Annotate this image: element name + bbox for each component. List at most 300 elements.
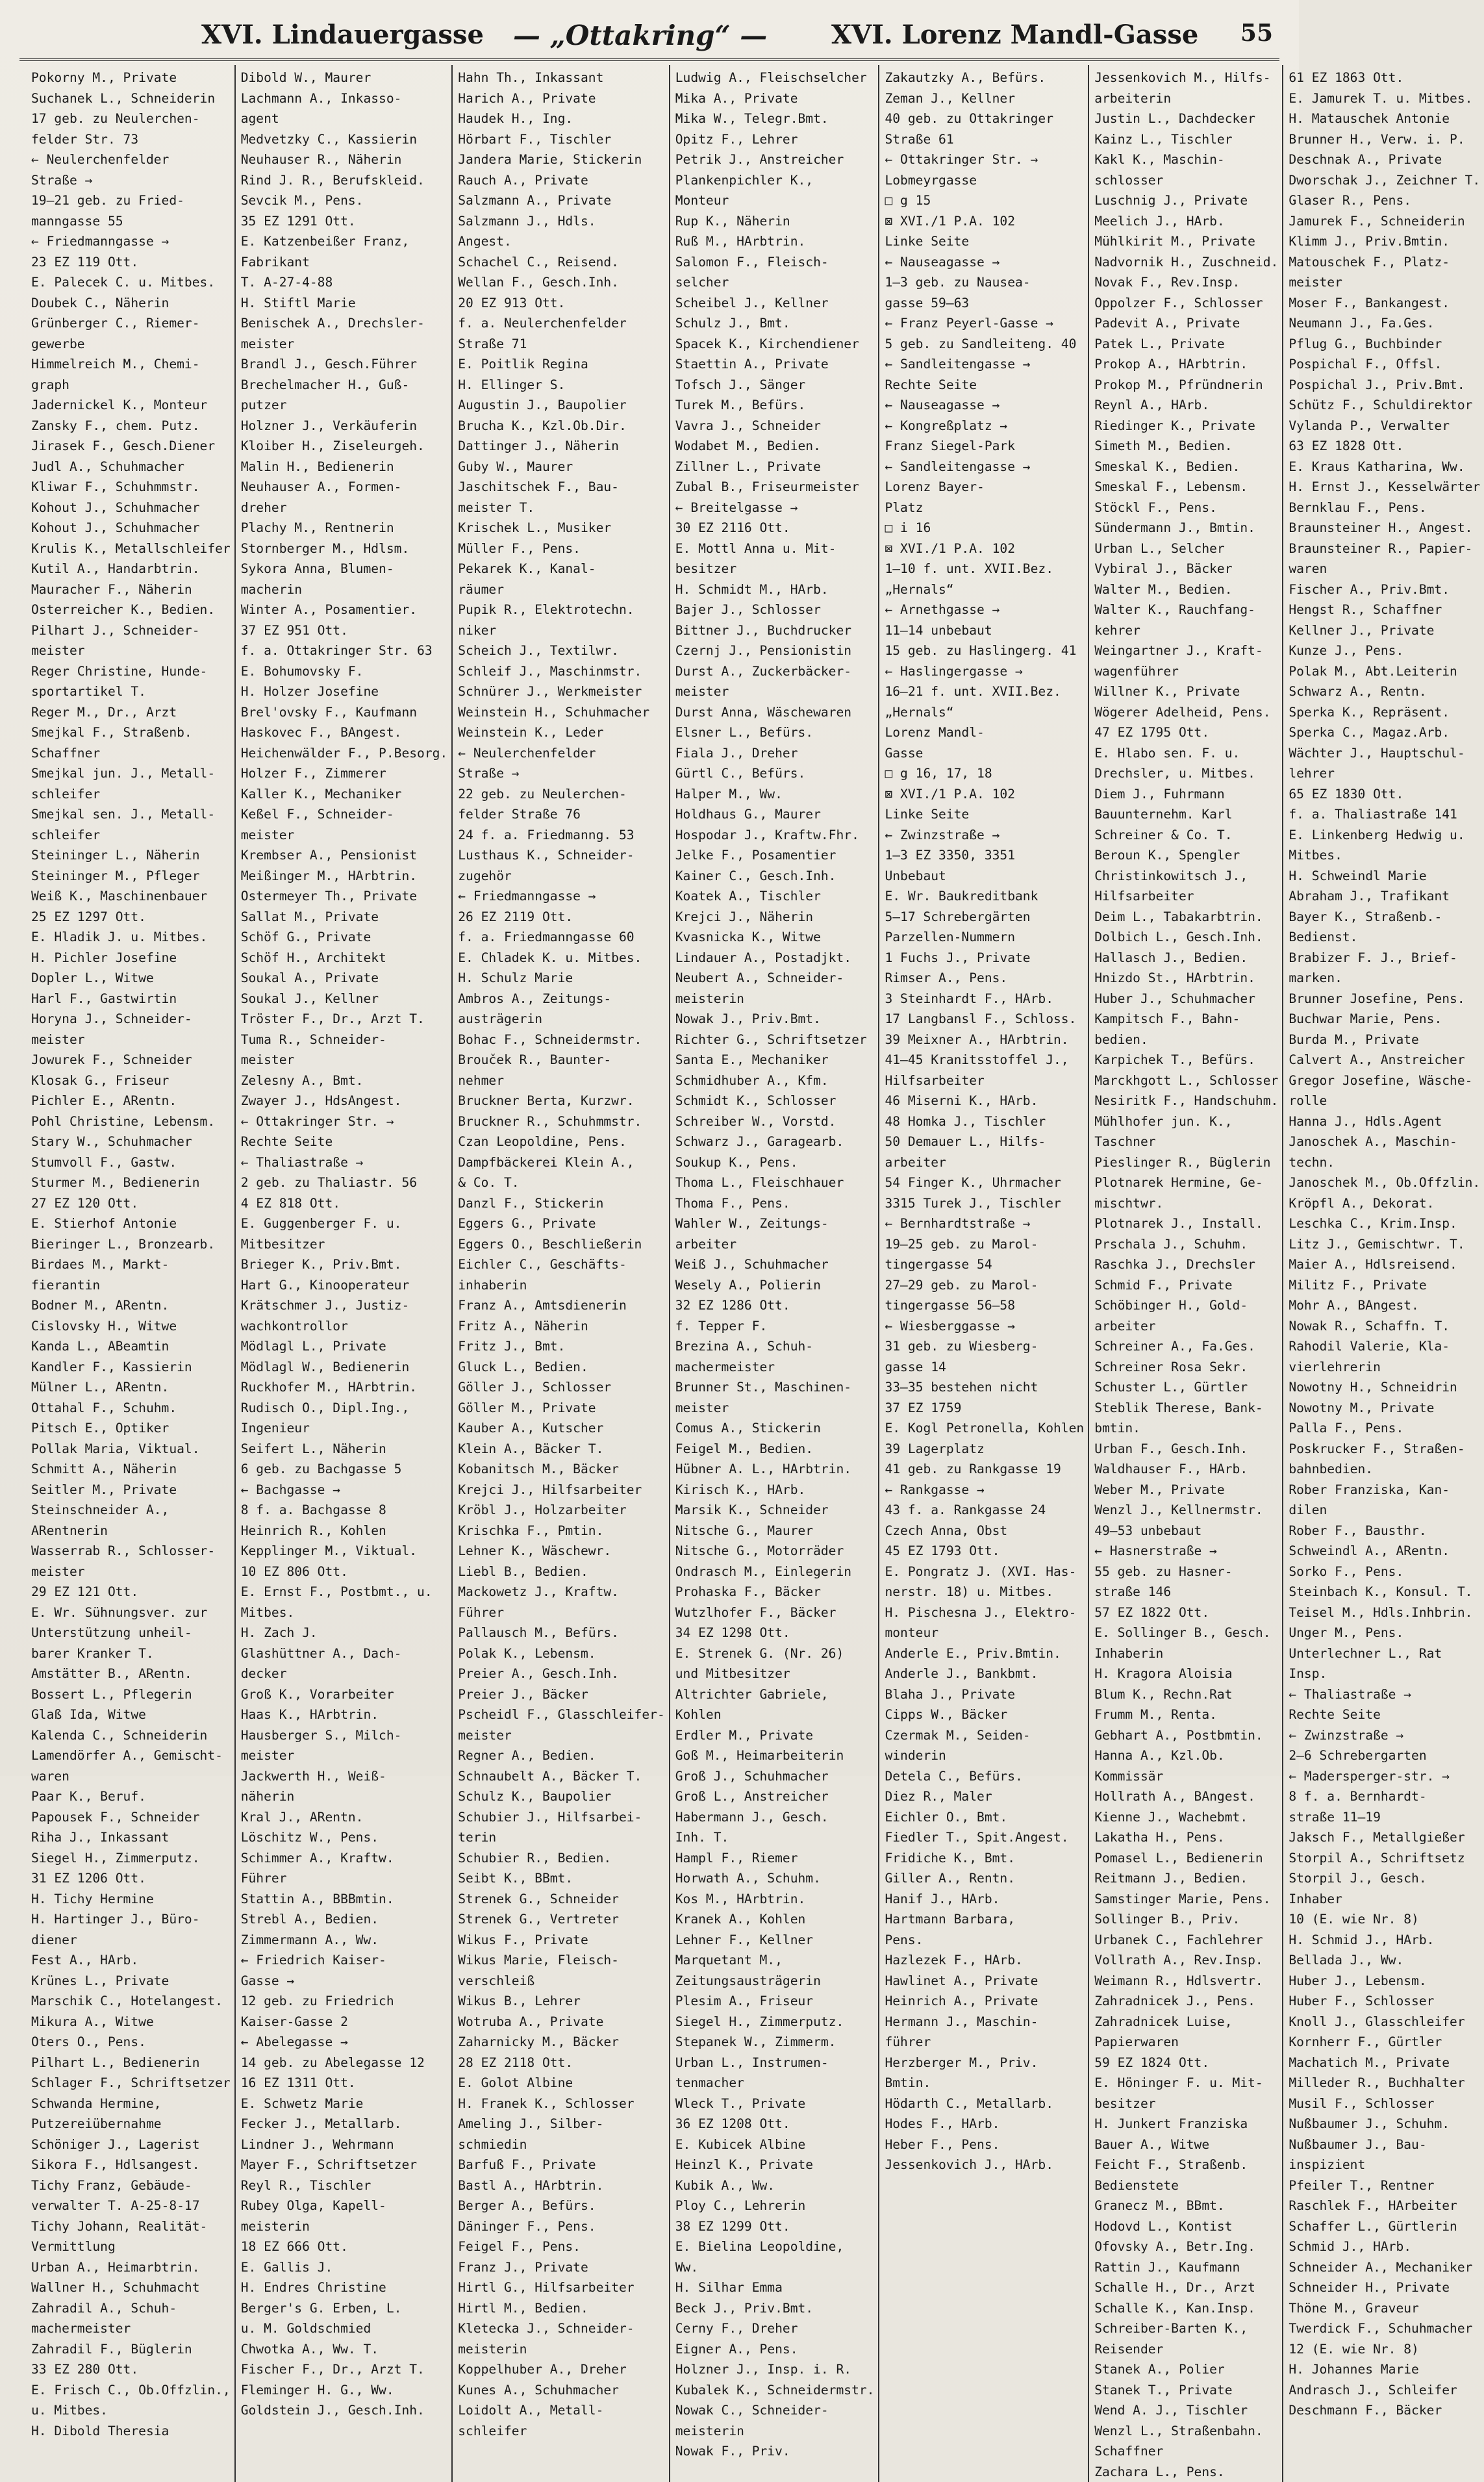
directory-entry: Bmtin.	[885, 2073, 1084, 2094]
directory-entry: 31 geb. zu Wiesberg-	[885, 1336, 1084, 1357]
directory-entry: techn.	[1289, 1152, 1480, 1173]
directory-entry: Strenek G., Vertreter	[458, 1909, 665, 1930]
directory-entry: Pflug G., Buchbinder	[1289, 334, 1480, 355]
directory-entry: Wögerer Adelheid, Pens.	[1094, 702, 1278, 723]
directory-entry: Kliwar F., Schuhmmstr.	[31, 477, 231, 498]
directory-entry: f. Tepper F.	[675, 1316, 875, 1337]
directory-entry: Salzmann J., Hdls.	[458, 211, 665, 232]
directory-entry: 41 geb. zu Rankgasse 19	[885, 1459, 1084, 1480]
directory-entry: E. Wr. Baukreditbank	[885, 886, 1084, 907]
directory-entry: Dattinger J., Näherin	[458, 436, 665, 457]
directory-entry: Regner A., Bedien.	[458, 1745, 665, 1766]
directory-entry: Bernklau F., Pens.	[1289, 498, 1480, 518]
directory-entry: Raschka J., Drechsler	[1094, 1254, 1278, 1275]
directory-entry: Knoll J., Glasschleifer	[1289, 2012, 1480, 2032]
directory-entry: meister	[241, 1745, 448, 1766]
directory-entry: Salomon F., Fleisch-	[675, 252, 875, 273]
directory-entry: Ludwig A., Fleischselcher	[675, 68, 875, 88]
directory-entry: meister	[241, 825, 448, 846]
directory-entry: Brunner Josefine, Pens.	[1289, 989, 1480, 1009]
directory-entry: E. Palecek C. u. Mitbes.	[31, 272, 231, 293]
directory-entry: Urban L., Selcher	[1094, 538, 1278, 559]
directory-entry: Deim L., Tabakarbtrin.	[1094, 907, 1278, 928]
directory-entry: Bohac F., Schneidermstr.	[458, 1030, 665, 1050]
directory-entry: 32 EZ 1286 Ott.	[675, 1295, 875, 1316]
directory-entry: Führer	[458, 1602, 665, 1623]
directory-entry: inspizient	[1289, 2155, 1480, 2175]
directory-entry: Opitz F., Lehrer	[675, 129, 875, 150]
directory-entry: Zelesny A., Bmt.	[241, 1070, 448, 1091]
directory-entry: H. Schweindl Marie	[1289, 866, 1480, 887]
directory-entry: manngasse 55	[31, 211, 231, 232]
directory-entry: Eichler C., Geschäfts-	[458, 1254, 665, 1275]
directory-entry: Plesim A., Friseur	[675, 1991, 875, 2012]
directory-entry: 20 EZ 913 Ott.	[458, 293, 665, 314]
directory-entry: Reger Christine, Hunde-	[31, 661, 231, 682]
directory-entry: Bajer J., Schlosser	[675, 600, 875, 620]
directory-entry: Rattin J., Kaufmann	[1094, 2257, 1278, 2278]
directory-entry: Hödarth C., Metallarb.	[885, 2094, 1084, 2114]
directory-entry: Janoschek A., Maschin-	[1289, 1132, 1480, 1152]
directory-entry: Soukal A., Private	[241, 968, 448, 989]
directory-entry: Kornherr F., Gürtler	[1289, 2032, 1480, 2053]
directory-entry: Pupik R., Elektrotechn.	[458, 600, 665, 620]
directory-entry: Diez R., Maler	[885, 1786, 1084, 1807]
directory-entry: Mühlhofer jun. K.,	[1094, 1111, 1278, 1132]
directory-entry: putzer	[241, 395, 448, 416]
directory-entry: Osterreicher K., Bedien.	[31, 600, 231, 620]
directory-entry: Holzner J., Insp. i. R.	[675, 2359, 875, 2380]
directory-entry: Mitbes.	[1289, 845, 1480, 866]
directory-entry: Krischek L., Musiker	[458, 518, 665, 538]
directory-entry: Jandera Marie, Stickerin	[458, 149, 665, 170]
directory-entry: 27—29 geb. zu Marol-	[885, 1275, 1084, 1296]
directory-entry: Unger M., Pens.	[1289, 1623, 1480, 1643]
directory-entry: Rechte Seite	[241, 1132, 448, 1152]
directory-entry: 10 (E. wie Nr. 8)	[1289, 1909, 1480, 1930]
directory-entry: 57 EZ 1822 Ott.	[1094, 1602, 1278, 1623]
directory-entry: Ruckhofer M., HArbtrin.	[241, 1377, 448, 1398]
directory-entry: Braunsteiner H., Angest.	[1289, 518, 1480, 538]
directory-entry: Salzmann A., Private	[458, 190, 665, 211]
directory-entry: barer Kranker T.	[31, 1643, 231, 1664]
directory-entry: 2—6 Schrebergarten	[1289, 1745, 1480, 1766]
directory-entry: Schmitt A., Näherin	[31, 1459, 231, 1480]
directory-entry: Chwotka A., Ww. T.	[241, 2339, 448, 2360]
directory-entry: Weiß J., Schuhmacher	[675, 1254, 875, 1275]
directory-entry: Kunes A., Schuhmacher	[458, 2380, 665, 2401]
directory-entry: Nitsche G., Motorräder	[675, 1541, 875, 1562]
directory-entry: Straße →	[31, 170, 231, 191]
directory-entry: Walter K., Rauchfang-	[1094, 600, 1278, 620]
directory-column-7	[1282, 65, 1484, 2482]
directory-entry: Krischka F., Pmtin.	[458, 1521, 665, 1541]
directory-entry: ← Bachgasse →	[241, 1480, 448, 1501]
directory-entry: H. Matauschek Antonie	[1289, 108, 1480, 129]
directory-entry: Wenzl L., Straßenbahn.	[1094, 2421, 1278, 2442]
directory-entry: besitzer	[675, 559, 875, 579]
directory-entry: Berger A., Befürs.	[458, 2196, 665, 2216]
directory-entry: mischtwr.	[1094, 1193, 1278, 1214]
directory-entry: Feigel F., Pens.	[458, 2236, 665, 2257]
directory-entry: 17 Langbansl F., Schloss.	[885, 1009, 1084, 1030]
directory-entry: E. Hlabo sen. F. u.	[1094, 743, 1278, 764]
directory-entry: Ameling J., Silber-	[458, 2114, 665, 2134]
directory-entry: Göller M., Private	[458, 1398, 665, 1419]
directory-entry: Strenek G., Schneider	[458, 1889, 665, 1910]
directory-entry: 22 geb. zu Neulerchen-	[458, 784, 665, 805]
directory-entry: meisterin	[675, 989, 875, 1009]
directory-entry: 24 f. a. Friedmanng. 53	[458, 825, 665, 846]
directory-entry: Schubier J., Hilfsarbei-	[458, 1807, 665, 1828]
directory-entry: 61 EZ 1863 Ott.	[1289, 68, 1480, 88]
directory-entry: Schaffner	[1094, 2441, 1278, 2462]
directory-entry: Fabrikant	[241, 252, 448, 273]
directory-entry: 46 Miserni K., HArb.	[885, 1091, 1084, 1111]
directory-column-6	[1088, 65, 1282, 2482]
directory-entry: ← Ottakringer Str. →	[241, 1111, 448, 1132]
directory-entry: Schöf H., Architekt	[241, 948, 448, 969]
directory-entry: ARentnerin	[31, 1521, 231, 1541]
directory-entry: Thöne M., Graveur	[1289, 2298, 1480, 2319]
directory-entry: Grünberger C., Riemer-	[31, 313, 231, 334]
directory-entry: f. a. Neulerchenfelder	[458, 313, 665, 334]
directory-entry: Drechsler, u. Mitbes.	[1094, 763, 1278, 784]
directory-entry: Rahodil Valerie, Kla-	[1289, 1336, 1480, 1357]
directory-entry: Neuhauser A., Formen-	[241, 477, 448, 498]
directory-entry: 16 EZ 1311 Ott.	[241, 2073, 448, 2094]
directory-entry: Braunsteiner R., Papier-	[1289, 538, 1480, 559]
directory-entry: □ g 15	[885, 190, 1084, 211]
directory-entry: Gregor Josefine, Wäsche-	[1289, 1070, 1480, 1091]
directory-entry: Wallner H., Schuhmacht	[31, 2277, 231, 2298]
directory-entry: E. Mottl Anna u. Mit-	[675, 538, 875, 559]
directory-entry: Samstinger Marie, Pens.	[1094, 1889, 1278, 1910]
directory-entry: Fiedler T., Spit.Angest.	[885, 1827, 1084, 1848]
directory-entry: Schleif J., Maschinmstr.	[458, 661, 665, 682]
directory-entry: meister	[241, 1050, 448, 1070]
directory-entry: Erdler M., Private	[675, 1725, 875, 1746]
directory-entry: Siegel H., Zimmerputz.	[675, 2012, 875, 2032]
directory-entry: Däninger F., Pens.	[458, 2216, 665, 2237]
directory-entry: Plotnarek J., Install.	[1094, 1213, 1278, 1234]
directory-entry: Rober F., Bausthr.	[1289, 1521, 1480, 1541]
directory-entry: Siegel H., Zimmerputz.	[31, 1848, 231, 1869]
directory-entry: Schweindl A., ARentn.	[1289, 1541, 1480, 1562]
directory-entry: Sollinger B., Priv.	[1094, 1909, 1278, 1930]
directory-entry: Padevit A., Private	[1094, 313, 1278, 334]
directory-entry: Dopler L., Witwe	[31, 968, 231, 989]
directory-entry: Pichler E., ARentn.	[31, 1091, 231, 1111]
directory-entry: winderin	[885, 1745, 1084, 1766]
directory-entry: 10 EZ 806 Ott.	[241, 1562, 448, 1582]
directory-entry: Suchanek L., Schneiderin	[31, 88, 231, 109]
directory-entry: Mayer F., Schriftsetzer	[241, 2155, 448, 2175]
directory-entry: H. Stiftl Marie	[241, 293, 448, 314]
directory-entry: Seitler M., Private	[31, 1480, 231, 1501]
directory-entry: Ottahal F., Schuhm.	[31, 1398, 231, 1419]
directory-entry: Calvert A., Anstreicher	[1289, 1050, 1480, 1070]
directory-entry: 5 geb. zu Sandleiteng. 40	[885, 334, 1084, 355]
directory-entry: gewerbe	[31, 334, 231, 355]
directory-entry: tingergasse 56—58	[885, 1295, 1084, 1316]
directory-entry: Hirtl G., Hilfsarbeiter	[458, 2277, 665, 2298]
directory-entry: Amstätter B., ARentn.	[31, 1664, 231, 1684]
directory-entry: Storpil A., Schriftsetz	[1289, 1848, 1480, 1869]
directory-entry: Krünes L., Private	[31, 1971, 231, 1992]
directory-entry: Dampfbäckerei Klein A.,	[458, 1152, 665, 1173]
directory-entry: ← Thaliastraße →	[1289, 1684, 1480, 1705]
header-left-street: XVI. Lindauergasse	[201, 19, 484, 50]
directory-entry: Hausberger S., Milch-	[241, 1725, 448, 1746]
directory-entry: Rimser A., Pens.	[885, 968, 1084, 989]
directory-column-4	[669, 65, 879, 2482]
directory-entry: Stanek A., Polier	[1094, 2359, 1278, 2380]
directory-entry: Weimann R., Hdlsvertr.	[1094, 1971, 1278, 1992]
directory-entry: verschleiß	[458, 1971, 665, 1992]
directory-entry: ← Wiesberggasse →	[885, 1316, 1084, 1337]
directory-entry: Hilfsarbeiter	[1094, 886, 1278, 907]
directory-entry: nehmer	[458, 1070, 665, 1091]
directory-entry: Musil F., Schlosser	[1289, 2094, 1480, 2114]
directory-entry: H. Holzer Josefine	[241, 681, 448, 702]
directory-entry: Monteur	[675, 190, 875, 211]
directory-entry: Schütz F., Schuldirektor	[1289, 395, 1480, 416]
directory-entry: Smejkal sen. J., Metall-	[31, 804, 231, 825]
directory-entry: Hallasch J., Bedien.	[1094, 948, 1278, 969]
directory-entry: E. Poitlik Regina	[458, 354, 665, 375]
directory-entry: Sykora Anna, Blumen-	[241, 559, 448, 579]
directory-entry: E. Ernst F., Postbmt., u.	[241, 1582, 448, 1602]
directory-entry: Santa E., Mechaniker	[675, 1050, 875, 1070]
directory-entry: Schaffner	[31, 743, 231, 764]
directory-entry: Urban A., Heimarbtrin.	[31, 2257, 231, 2278]
directory-entry: Linke Seite	[885, 231, 1084, 252]
directory-column-1	[26, 65, 234, 2482]
directory-entry: fierantin	[31, 1275, 231, 1296]
directory-entry: Inhaberin	[1094, 1643, 1278, 1664]
directory-entry: Nesiritk F., Handschuhm.	[1094, 1091, 1278, 1111]
directory-entry: Detela C., Befürs.	[885, 1766, 1084, 1787]
directory-entry: 63 EZ 1828 Ott.	[1289, 436, 1480, 457]
directory-entry: Keßel F., Schneider-	[241, 804, 448, 825]
directory-entry: ← Nauseagasse →	[885, 395, 1084, 416]
directory-entry: Benischek A., Drechsler-	[241, 313, 448, 334]
directory-entry: machermeister	[675, 1357, 875, 1378]
directory-entry: Milleder R., Buchhalter	[1289, 2073, 1480, 2094]
directory-entry: Pallausch M., Befürs.	[458, 1623, 665, 1643]
directory-entry: Buchwar Marie, Pens.	[1289, 1009, 1480, 1030]
directory-entry: ← Bernhardtstraße →	[885, 1213, 1084, 1234]
directory-entry: Pohl Christine, Lebensm.	[31, 1111, 231, 1132]
directory-entry: Lehner F., Kellner	[675, 1930, 875, 1951]
directory-entry: Brechelmacher H., Guß-	[241, 375, 448, 396]
directory-entry: Hart G., Kinooperateur	[241, 1275, 448, 1296]
directory-entry: führer	[885, 2032, 1084, 2053]
directory-entry: Novak F., Rev.Insp.	[1094, 272, 1278, 293]
directory-entry: Mühlkirit M., Private	[1094, 231, 1278, 252]
directory-entry: Smeskal F., Lebensm.	[1094, 477, 1278, 498]
directory-entry: Habermann J., Gesch.	[675, 1807, 875, 1828]
directory-entry: selcher	[675, 272, 875, 293]
directory-entry: E. Kraus Katharina, Ww.	[1289, 457, 1480, 477]
directory-entry: meister T.	[458, 498, 665, 518]
directory-entry: ← Kongreßplatz →	[885, 416, 1084, 437]
directory-column-3	[451, 65, 669, 2482]
directory-entry: 25 EZ 1297 Ott.	[31, 907, 231, 928]
directory-entry: agent	[241, 108, 448, 129]
directory-entry: Schöf G., Private	[241, 927, 448, 948]
directory-entry: Seibt K., BBmt.	[458, 1868, 665, 1889]
directory-entry: Kubalek K., Schneidermstr.	[675, 2380, 875, 2401]
directory-entry: Lehner K., Wäschewr.	[458, 1541, 665, 1562]
directory-entry: Klosak G., Friseur	[31, 1070, 231, 1091]
directory-entry: Schalle K., Kan.Insp.	[1094, 2298, 1278, 2319]
directory-entry: E. Wr. Sühnungsver. zur	[31, 1602, 231, 1623]
directory-entry: Kanda L., ABeamtin	[31, 1336, 231, 1357]
directory-entry: Poskrucker F., Straßen-	[1289, 1439, 1480, 1460]
directory-entry: Krejci J., Hilfsarbeiter	[458, 1480, 665, 1501]
directory-entry: Halper M., Ww.	[675, 784, 875, 805]
directory-entry: Goß M., Heimarbeiterin	[675, 1745, 875, 1766]
directory-entry: bmtin.	[1094, 1418, 1278, 1439]
directory-entry: Birdaes M., Markt-	[31, 1254, 231, 1275]
directory-entry: vierlehrerin	[1289, 1357, 1480, 1378]
directory-entry: Steinbach K., Konsul. T.	[1289, 1582, 1480, 1602]
directory-entry: Petrik J., Anstreicher	[675, 149, 875, 170]
directory-entry: 50 Demauer L., Hilfs-	[885, 1132, 1084, 1152]
directory-entry: E. Höninger F. u. Mit-	[1094, 2073, 1278, 2094]
directory-entry: Hospodar J., Kraftw.Fhr.	[675, 825, 875, 846]
directory-entry: Hahn Th., Inkassant	[458, 68, 665, 88]
directory-entry: Schaffer L., Gürtlerin	[1289, 2216, 1480, 2237]
directory-entry: Smeskal K., Bedien.	[1094, 457, 1278, 477]
directory-entry: Christinkowitsch J.,	[1094, 866, 1278, 887]
directory-entry: H. Ellinger S.	[458, 375, 665, 396]
directory-entry: 55 geb. zu Hasner-	[1094, 1562, 1278, 1582]
page-number: 55	[1240, 19, 1273, 47]
directory-entry: f. a. Ottakringer Str. 63	[241, 640, 448, 661]
directory-entry: Kröbl J., Holzarbeiter	[458, 1500, 665, 1521]
directory-entry: 30 EZ 2116 Ott.	[675, 518, 875, 538]
directory-entry: Liebl B., Bedien.	[458, 1562, 665, 1582]
directory-entry: Krembser A., Pensionist	[241, 845, 448, 866]
directory-entry: Tichy Franz, Gebäude-	[31, 2175, 231, 2196]
directory-entry: Franz A., Amtsdienerin	[458, 1295, 665, 1316]
directory-entry: 12 geb. zu Friedrich	[241, 1991, 448, 2012]
directory-entry: Polak M., Abt.Leiterin	[1289, 661, 1480, 682]
directory-entry: Putzereiübernahme	[31, 2114, 231, 2134]
directory-entry: Mödlagl W., Bedienerin	[241, 1357, 448, 1378]
directory-entry: dreher	[241, 498, 448, 518]
directory-entry: Mika W., Telegr.Bmt.	[675, 108, 875, 129]
directory-entry: Angest.	[458, 231, 665, 252]
directory-entry: Huber J., Schuhmacher	[1094, 989, 1278, 1009]
directory-entry: meisterin	[675, 2421, 875, 2442]
directory-entry: Gürtl C., Befürs.	[675, 763, 875, 784]
directory-entry: Palla F., Pens.	[1289, 1418, 1480, 1439]
directory-entry: Brunner St., Maschinen-	[675, 1377, 875, 1398]
directory-entry: Schulz J., Bmt.	[675, 313, 875, 334]
directory-entry: Huber F., Schlosser	[1289, 1991, 1480, 2012]
directory-entry: H. Silhar Emma	[675, 2277, 875, 2298]
directory-entry: Kunze J., Pens.	[1289, 640, 1480, 661]
directory-entry: Pomasel L., Bedienerin	[1094, 1848, 1278, 1869]
directory-entry: Kirisch K., HArb.	[675, 1480, 875, 1501]
directory-entry: Paar K., Beruf.	[31, 1786, 231, 1807]
directory-entry: Führer	[241, 1868, 448, 1889]
directory-entry: Cislovsky H., Witwe	[31, 1316, 231, 1337]
directory-entry: u. Mitbes.	[31, 2400, 231, 2421]
directory-entry: E. Bohumovsky F.	[241, 661, 448, 682]
directory-entry: Pfeiler T., Rentner	[1289, 2175, 1480, 2196]
directory-entry: Blaha J., Private	[885, 1684, 1084, 1705]
directory-entry: Augustin J., Baupolier	[458, 395, 665, 416]
directory-entry: 16—21 f. unt. XVII.Bez.	[885, 681, 1084, 702]
directory-entry: Groß L., Anstreicher	[675, 1786, 875, 1807]
directory-entry: Kellner J., Private	[1289, 620, 1480, 641]
directory-entry: E. Katzenbeißer Franz,	[241, 231, 448, 252]
directory-entry: 3 Steinhardt F., HArb.	[885, 989, 1084, 1009]
directory-entry: Bedienstete	[1094, 2175, 1278, 2196]
directory-entry: Zillner L., Private	[675, 457, 875, 477]
directory-entry: Heinrich A., Private	[885, 1991, 1084, 2012]
directory-entry: 19—25 geb. zu Marol-	[885, 1234, 1084, 1255]
directory-entry: Schneider A., Mechaniker	[1289, 2257, 1480, 2278]
directory-entry: Berger's G. Erben, L.	[241, 2298, 448, 2319]
directory-entry: E. Schwetz Marie	[241, 2094, 448, 2114]
directory-entry: Jessenkovich M., Hilfs-	[1094, 68, 1278, 88]
directory-entry: Schreiber W., Vorstd.	[675, 1111, 875, 1132]
directory-entry: Wleck T., Private	[675, 2094, 875, 2114]
directory-entry: machermeister	[31, 2318, 231, 2339]
directory-entry: Polak K., Lebensm.	[458, 1643, 665, 1664]
directory-entry: Straße 61	[885, 129, 1084, 150]
directory-entry: □ i 16	[885, 518, 1084, 538]
directory-entry: wagenführer	[1094, 661, 1278, 682]
directory-entry: Wikus Marie, Fleisch-	[458, 1950, 665, 1971]
directory-entry: ← Rankgasse →	[885, 1480, 1084, 1501]
directory-entry: Hawlinet A., Private	[885, 1971, 1084, 1992]
directory-entry: 33—35 bestehen nicht	[885, 1377, 1084, 1398]
directory-entry: Koppelhuber A., Dreher	[458, 2359, 665, 2380]
directory-entry: Feigel M., Bedien.	[675, 1439, 875, 1460]
directory-entry: Frumm M., Renta.	[1094, 1704, 1278, 1725]
directory-entry: Heinzl K., Private	[675, 2155, 875, 2175]
directory-entry: waren	[31, 1766, 231, 1787]
directory-entry: Wutzlhofer F., Bäcker	[675, 1602, 875, 1623]
directory-entry: Bieringer L., Bronzearb.	[31, 1234, 231, 1255]
directory-entry: Müller F., Pens.	[458, 538, 665, 559]
directory-entry: 36 EZ 1208 Ott.	[675, 2114, 875, 2134]
directory-entry: H. Schmidt M., HArb.	[675, 579, 875, 600]
directory-entry: Ingenieur	[241, 1418, 448, 1439]
directory-entry: 41—45 Kranitsstoffel J.,	[885, 1050, 1084, 1070]
directory-entry: Heinrich R., Kohlen	[241, 1521, 448, 1541]
directory-entry: Gasse →	[241, 1971, 448, 1992]
directory-entry: meister	[675, 1398, 875, 1419]
directory-entry: Bossert L., Pflegerin	[31, 1684, 231, 1705]
directory-entry: Klimm J., Priv.Bmtin.	[1289, 231, 1480, 252]
directory-entry: Horyna J., Schneider-	[31, 1009, 231, 1030]
directory-entry: decker	[241, 1664, 448, 1684]
directory-entry: Franz Siegel-Park	[885, 436, 1084, 457]
directory-entry: Fischer A., Priv.Bmt.	[1289, 579, 1480, 600]
directory-entry: Anderle E., Priv.Bmtin.	[885, 1643, 1084, 1664]
directory-entry: Kainer C., Gesch.Inh.	[675, 866, 875, 887]
directory-entry: Haudek H., Ing.	[458, 108, 665, 129]
directory-entry: 1 Fuchs J., Private	[885, 948, 1084, 969]
